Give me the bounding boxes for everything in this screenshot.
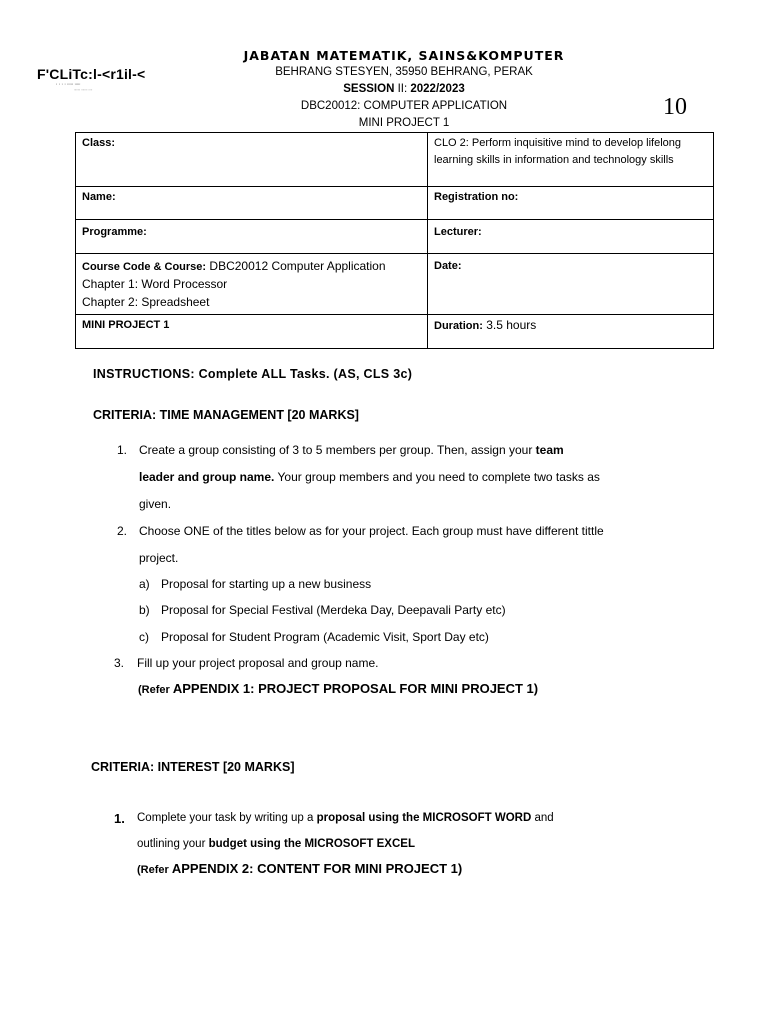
list-item-2 xyxy=(139,518,719,572)
list-number: 1. xyxy=(117,443,128,457)
session-label: SESSION xyxy=(343,83,395,95)
criteria-time-heading: CRITERIA: TIME MANAGEMENT [20 MARKS] xyxy=(93,408,359,422)
sub-number: b) xyxy=(139,603,150,617)
interest-bold-e: budget using the xyxy=(208,838,302,850)
interest-text-c: and xyxy=(531,812,554,824)
duration-value: 3.5 hours xyxy=(482,318,537,332)
clo-text: CLO 2: Perform inquisitive mind to develop lifelong learning skills in information and technology skills xyxy=(428,133,714,187)
appendix-2-reference xyxy=(137,861,462,876)
sub-number: c) xyxy=(139,630,149,644)
programme-label: Programme: xyxy=(76,220,428,254)
lecturer-label: Lecturer: xyxy=(428,220,714,254)
class-label: Class: xyxy=(76,133,428,187)
criteria-interest-heading: CRITERIA: INTEREST [20 MARKS] xyxy=(91,760,295,774)
student-info-table xyxy=(75,132,714,349)
interest-item-1 xyxy=(137,805,737,857)
sub-item-b: Proposal for Special Festival (Merdeka Day, Deepavali Party etc) xyxy=(161,603,506,617)
list-number: 2. xyxy=(117,524,128,538)
logo-subtext: ' ' ' ' ''''' ''''' xyxy=(56,84,81,90)
list-number: 3. xyxy=(114,656,125,670)
department-name: JABATAN MATEMATIK, SAINS&KOMPUTER xyxy=(243,48,565,63)
session-value: 2022/2023 xyxy=(410,83,465,95)
ref-prefix: (Refer xyxy=(137,864,172,876)
project-line: MINI PROJECT 1 xyxy=(358,117,450,129)
list-item-3: Fill up your project proposal and group name. xyxy=(137,656,379,670)
interest-bold-a: proposal using the MICROSOFT WORD xyxy=(316,812,532,824)
chapter-1: Chapter 1: Word Processor xyxy=(82,277,228,291)
course-cell xyxy=(76,254,428,315)
session-mid: II: xyxy=(394,83,411,95)
logo-subtext-small: '''''''' '''''''' ''''' xyxy=(74,88,93,93)
list-item-1 xyxy=(139,437,709,518)
sub-item-c: Proposal for Student Program (Academic Visit, Sport Day etc) xyxy=(161,630,489,644)
score-mark: 10 xyxy=(663,94,687,120)
document-header xyxy=(20,48,768,131)
duration-cell xyxy=(428,315,714,349)
instructions-heading: INSTRUCTIONS: Complete ALL Tasks. (AS, CLS 3c) xyxy=(93,367,413,381)
course-line: DBC20012: COMPUTER APPLICATION xyxy=(300,100,508,112)
item1-text-d: given. xyxy=(139,497,172,511)
session-line xyxy=(20,82,768,97)
interest-text-a: Complete your task by writing up a xyxy=(137,812,317,824)
duration-label: Duration: xyxy=(434,320,483,332)
course-label: Course Code & Course: xyxy=(82,261,207,273)
name-label: Name: xyxy=(76,187,428,220)
mini-project-label: MINI PROJECT 1 xyxy=(76,315,428,349)
item2-text-b: project. xyxy=(139,551,179,565)
address-line: BEHRANG STESYEN, 35950 BEHRANG, PERAK xyxy=(275,66,533,78)
institution-logo-text: F'CLiTc:l-<r1il-< xyxy=(37,66,146,82)
item1-text-c: Your group members and you need to complete two tasks as xyxy=(274,470,600,484)
interest-bold-f: MICROSOFT EXCEL xyxy=(301,838,415,850)
appendix-1-reference xyxy=(138,681,538,696)
item1-bold-b: leader and group name. xyxy=(139,470,275,484)
item1-bold-a: team xyxy=(535,443,564,457)
date-label: Date: xyxy=(428,254,714,315)
sub-item-a: Proposal for starting up a new business xyxy=(161,577,372,591)
item2-text-a: Choose ONE of the titles below as for your project. Each group must have different tittle xyxy=(139,524,604,538)
chapter-2: Chapter 2: Spreadsheet xyxy=(82,295,210,309)
ref-text: APPENDIX 2: CONTENT FOR MINI PROJECT 1) xyxy=(171,861,463,876)
registration-label: Registration no: xyxy=(428,187,714,220)
ref-text: APPENDIX 1: PROJECT PROPOSAL FOR MINI PROJECT 1) xyxy=(172,681,539,696)
sub-number: a) xyxy=(139,577,150,591)
list-number: 1. xyxy=(114,811,125,826)
interest-text-d: outlining your xyxy=(137,838,209,850)
ref-prefix: (Refer xyxy=(138,684,173,696)
course-value: DBC20012 Computer Application xyxy=(206,259,386,273)
item1-text-a: Create a group consisting of 3 to 5 members per group. Then, assign your xyxy=(139,443,536,457)
